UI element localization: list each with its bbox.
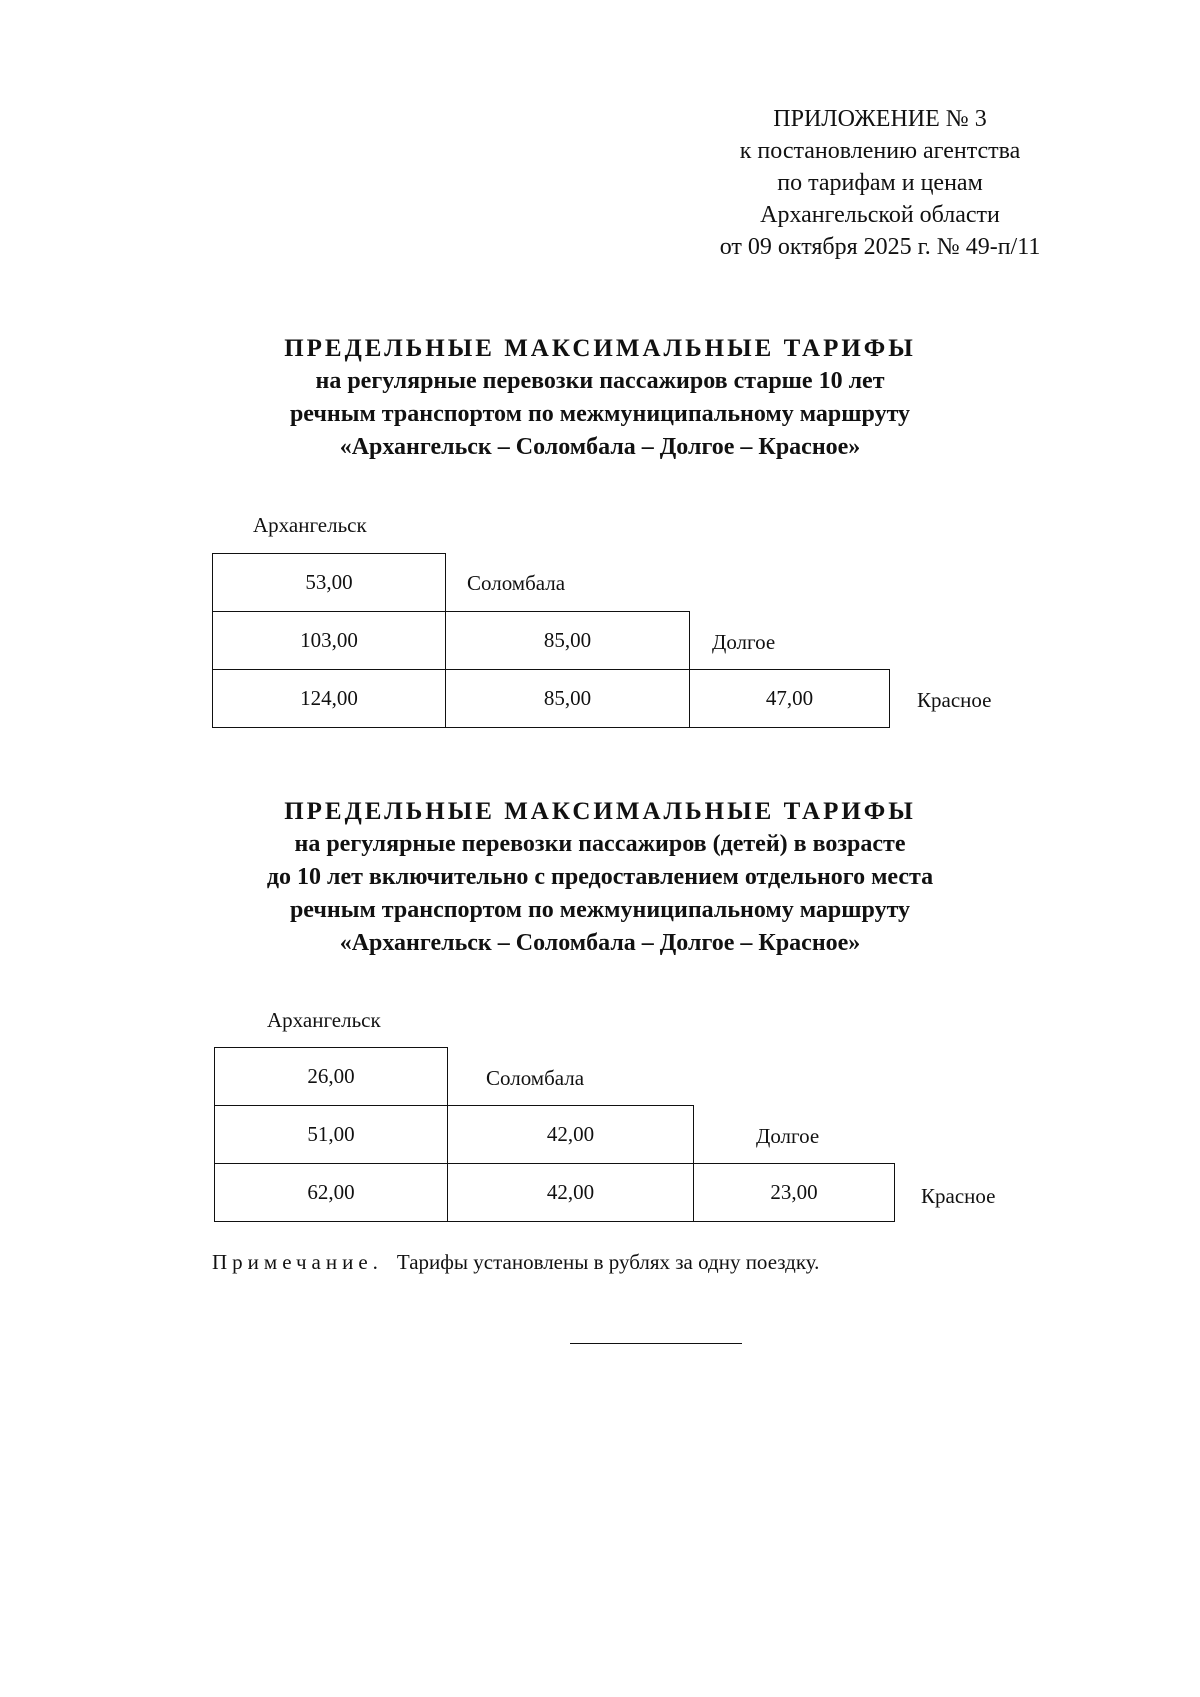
section1-heading: [150, 332, 1050, 464]
section1-route: «Архангельск – Соломбала – Долгое – Красное»: [339, 434, 861, 460]
section2-subtitle: речным транспортом по межмуниципальному маршруту: [289, 897, 911, 923]
station-label: Красное: [917, 688, 992, 712]
annex-date: от 09 октября 2025 г. № 49-п/11: [719, 234, 1041, 260]
station-label: Соломбала: [486, 1066, 585, 1090]
fare-cell: 26,00: [214, 1047, 448, 1106]
fare-cell: 103,00: [212, 611, 446, 670]
fare-cell: 62,00: [214, 1163, 448, 1222]
fare-cell: 53,00: [212, 553, 446, 612]
fare-cell: 51,00: [214, 1105, 448, 1164]
fare-cell: 85,00: [445, 669, 690, 728]
annex-block: [680, 103, 1080, 263]
annex-number: ПРИЛОЖЕНИЕ № 3: [773, 106, 987, 132]
section2-title: ПРЕДЕЛЬНЫЕ МАКСИМАЛЬНЫЕ ТАРИФЫ: [284, 798, 916, 825]
section1-title: ПРЕДЕЛЬНЫЕ МАКСИМАЛЬНЫЕ ТАРИФЫ: [284, 335, 916, 362]
station-label: Архангельск: [267, 1008, 381, 1032]
fare-cell: 42,00: [447, 1163, 694, 1222]
note: [212, 1250, 819, 1275]
note-text: Тарифы установлены в рублях за одну поездку.: [396, 1250, 820, 1274]
station-label: Архангельск: [253, 513, 367, 537]
annex-line: по тарифам и ценам: [777, 170, 983, 196]
closing-rule: [570, 1343, 742, 1344]
fare-cell: 23,00: [693, 1163, 895, 1222]
fare-cell: 124,00: [212, 669, 446, 728]
station-label: Долгое: [712, 630, 776, 654]
annex-line: к постановлению агентства: [739, 138, 1021, 164]
annex-line: Архангельской области: [760, 202, 1000, 228]
fare-cell: 85,00: [445, 611, 690, 670]
fare-cell: 47,00: [689, 669, 890, 728]
note-label: Примечание.: [212, 1250, 383, 1274]
station-label: Красное: [921, 1184, 996, 1208]
fare-cell: 42,00: [447, 1105, 694, 1164]
section2-subtitle: на регулярные перевозки пассажиров (детей) в возрасте: [294, 831, 906, 857]
section2-subtitle: до 10 лет включительно с предоставлением отдельного места: [266, 864, 934, 890]
section2-route: «Архангельск – Соломбала – Долгое – Красное»: [339, 930, 861, 956]
station-label: Долгое: [756, 1124, 820, 1148]
section1-subtitle: на регулярные перевозки пассажиров старше 10 лет: [315, 368, 885, 394]
section2-heading: [150, 795, 1050, 960]
station-label: Соломбала: [467, 571, 566, 595]
section1-subtitle: речным транспортом по межмуниципальному маршруту: [289, 401, 911, 427]
